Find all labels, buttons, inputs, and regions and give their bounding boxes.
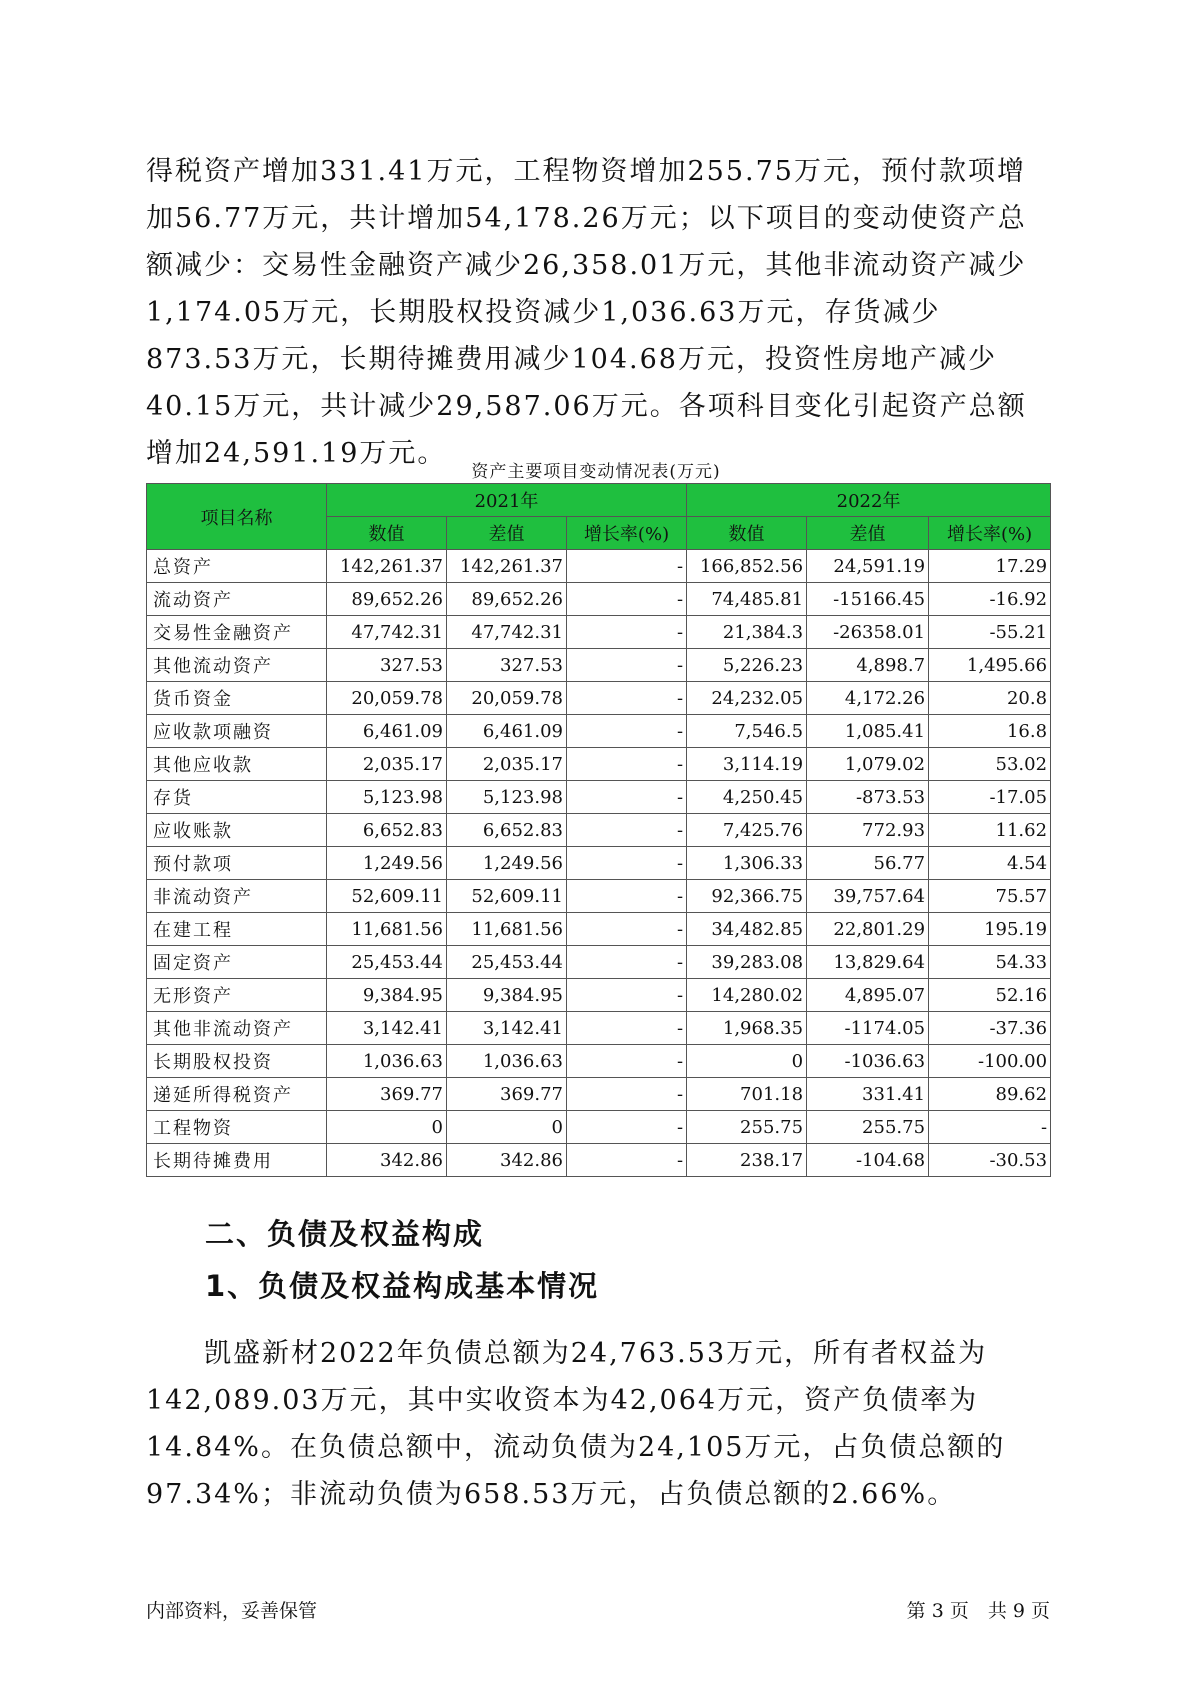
header-2021-value: 数值: [327, 517, 447, 550]
row-cell-d2: 13,829.64: [807, 946, 929, 979]
subsection-heading: 1、负债及权益构成基本情况: [205, 1269, 600, 1303]
row-item-name: 其他非流动资产: [147, 1012, 327, 1045]
table-row: [147, 583, 1051, 616]
row-cell-d1: 1,249.56: [447, 847, 567, 880]
row-cell-v2: 24,232.05: [687, 682, 807, 715]
row-item-name: 流动资产: [147, 583, 327, 616]
row-cell-g1: -: [567, 616, 687, 649]
table-row: [147, 1045, 1051, 1078]
row-cell-v1: 0: [327, 1111, 447, 1144]
row-cell-d2: 1,085.41: [807, 715, 929, 748]
row-cell-v2: 14,280.02: [687, 979, 807, 1012]
row-cell-g1: -: [567, 814, 687, 847]
row-cell-g1: -: [567, 979, 687, 1012]
row-cell-v2: 255.75: [687, 1111, 807, 1144]
row-cell-g2: 195.19: [929, 913, 1051, 946]
header-2022-diff: 差值: [807, 517, 929, 550]
table-body: [147, 550, 1051, 1177]
row-cell-d2: 39,757.64: [807, 880, 929, 913]
row-cell-d2: 4,895.07: [807, 979, 929, 1012]
row-cell-d1: 342.86: [447, 1144, 567, 1177]
row-cell-d1: 6,652.83: [447, 814, 567, 847]
row-cell-d2: 1,079.02: [807, 748, 929, 781]
row-item-name: 存货: [147, 781, 327, 814]
table-row: [147, 649, 1051, 682]
row-cell-g2: -55.21: [929, 616, 1051, 649]
table-row: [147, 682, 1051, 715]
row-cell-v1: 25,453.44: [327, 946, 447, 979]
row-cell-d1: 9,384.95: [447, 979, 567, 1012]
row-cell-v2: 7,425.76: [687, 814, 807, 847]
row-cell-d1: 5,123.98: [447, 781, 567, 814]
row-cell-v2: 1,306.33: [687, 847, 807, 880]
table-row: [147, 847, 1051, 880]
header-item-name: 项目名称: [147, 484, 327, 550]
row-item-name: 长期股权投资: [147, 1045, 327, 1078]
header-year-2021: 2021年: [327, 484, 687, 517]
row-cell-v1: 9,384.95: [327, 979, 447, 1012]
row-cell-g2: -16.92: [929, 583, 1051, 616]
row-cell-d2: 56.77: [807, 847, 929, 880]
row-cell-g1: -: [567, 715, 687, 748]
row-cell-g1: -: [567, 1078, 687, 1111]
table-caption: 资产主要项目变动情况表(万元): [471, 462, 721, 482]
table-row: [147, 913, 1051, 946]
row-cell-g2: 17.29: [929, 550, 1051, 583]
row-cell-g1: -: [567, 583, 687, 616]
row-cell-d2: 772.93: [807, 814, 929, 847]
table-row: [147, 550, 1051, 583]
row-cell-g2: -100.00: [929, 1045, 1051, 1078]
row-cell-v2: 74,485.81: [687, 583, 807, 616]
row-cell-d1: 6,461.09: [447, 715, 567, 748]
row-cell-d2: -873.53: [807, 781, 929, 814]
row-item-name: 无形资产: [147, 979, 327, 1012]
table-row: [147, 946, 1051, 979]
table-row: [147, 748, 1051, 781]
table-row: [147, 979, 1051, 1012]
row-cell-d1: 0: [447, 1111, 567, 1144]
row-item-name: 固定资产: [147, 946, 327, 979]
row-cell-g1: -: [567, 913, 687, 946]
row-cell-v2: 5,226.23: [687, 649, 807, 682]
row-cell-d1: 2,035.17: [447, 748, 567, 781]
table-row: [147, 781, 1051, 814]
row-cell-g2: 52.16: [929, 979, 1051, 1012]
row-cell-g2: -37.36: [929, 1012, 1051, 1045]
row-cell-d1: 327.53: [447, 649, 567, 682]
row-cell-g2: 53.02: [929, 748, 1051, 781]
row-item-name: 总资产: [147, 550, 327, 583]
row-cell-v1: 11,681.56: [327, 913, 447, 946]
row-cell-v2: 166,852.56: [687, 550, 807, 583]
row-cell-v2: 3,114.19: [687, 748, 807, 781]
table-row: [147, 1078, 1051, 1111]
row-cell-d2: -26358.01: [807, 616, 929, 649]
row-item-name: 应收款项融资: [147, 715, 327, 748]
row-cell-d1: 369.77: [447, 1078, 567, 1111]
row-item-name: 工程物资: [147, 1111, 327, 1144]
row-cell-d1: 25,453.44: [447, 946, 567, 979]
row-cell-g2: 75.57: [929, 880, 1051, 913]
row-cell-g1: -: [567, 1144, 687, 1177]
row-item-name: 其他流动资产: [147, 649, 327, 682]
header-2021-diff: 差值: [447, 517, 567, 550]
row-cell-g2: 89.62: [929, 1078, 1051, 1111]
row-cell-v1: 1,036.63: [327, 1045, 447, 1078]
row-cell-d2: 24,591.19: [807, 550, 929, 583]
row-cell-g1: -: [567, 1111, 687, 1144]
liability-paragraph: 凯盛新材2022年负债总额为24,763.53万元，所有者权益为142,089.03万元，其中实收资本为42,064万元，资产负债率为14.84%。在负债总额中，流动负债为24,105万元，占负债总额的97.34%；非流动负债为658.53万元，占负债总额的2.66%。: [146, 1338, 1006, 1510]
row-cell-d1: 20,059.78: [447, 682, 567, 715]
row-cell-v1: 369.77: [327, 1078, 447, 1111]
row-cell-g2: -: [929, 1111, 1051, 1144]
row-cell-g1: -: [567, 781, 687, 814]
footer-confidential: 内部资料，妥善保管: [146, 1600, 318, 1622]
row-cell-g2: 4.54: [929, 847, 1051, 880]
row-cell-v1: 20,059.78: [327, 682, 447, 715]
row-cell-v2: 92,366.75: [687, 880, 807, 913]
row-cell-d2: -1036.63: [807, 1045, 929, 1078]
row-cell-g2: 54.33: [929, 946, 1051, 979]
row-cell-v2: 34,482.85: [687, 913, 807, 946]
row-cell-v2: 21,384.3: [687, 616, 807, 649]
row-cell-d1: 11,681.56: [447, 913, 567, 946]
row-cell-g2: 1,495.66: [929, 649, 1051, 682]
row-item-name: 预付款项: [147, 847, 327, 880]
row-cell-v1: 52,609.11: [327, 880, 447, 913]
row-cell-d2: -1174.05: [807, 1012, 929, 1045]
row-cell-v2: 4,250.45: [687, 781, 807, 814]
row-cell-g1: -: [567, 880, 687, 913]
row-cell-g1: -: [567, 1012, 687, 1045]
row-item-name: 在建工程: [147, 913, 327, 946]
row-item-name: 长期待摊费用: [147, 1144, 327, 1177]
row-item-name: 交易性金融资产: [147, 616, 327, 649]
table-row: [147, 814, 1051, 847]
row-cell-v1: 89,652.26: [327, 583, 447, 616]
row-cell-d1: 1,036.63: [447, 1045, 567, 1078]
row-cell-g2: -17.05: [929, 781, 1051, 814]
row-cell-d2: 255.75: [807, 1111, 929, 1144]
row-cell-v2: 238.17: [687, 1144, 807, 1177]
row-item-name: 递延所得税资产: [147, 1078, 327, 1111]
row-cell-d2: 4,172.26: [807, 682, 929, 715]
row-item-name: 应收账款: [147, 814, 327, 847]
row-cell-v2: 0: [687, 1045, 807, 1078]
row-cell-g2: 16.8: [929, 715, 1051, 748]
asset-change-table: [146, 483, 1051, 1177]
header-2021-growth: 增长率(%): [567, 517, 687, 550]
row-cell-d2: -104.68: [807, 1144, 929, 1177]
row-item-name: 非流动资产: [147, 880, 327, 913]
row-cell-g2: -30.53: [929, 1144, 1051, 1177]
table-row: [147, 715, 1051, 748]
row-item-name: 货币资金: [147, 682, 327, 715]
row-cell-v1: 142,261.37: [327, 550, 447, 583]
row-cell-g1: -: [567, 748, 687, 781]
footer-page-info: 第 3 页 共 9 页: [906, 1600, 1050, 1622]
header-2022-growth: 增长率(%): [929, 517, 1051, 550]
row-cell-d2: 331.41: [807, 1078, 929, 1111]
row-cell-d2: -15166.45: [807, 583, 929, 616]
row-cell-v2: 1,968.35: [687, 1012, 807, 1045]
row-cell-v1: 2,035.17: [327, 748, 447, 781]
intro-paragraph: 得税资产增加331.41万元，工程物资增加255.75万元，预付款项增加56.77万元，共计增加54,178.26万元；以下项目的变动使资产总额减少：交易性金融资产减少26,358.01万元，其他非流动资产减少1,174.05万元，长期股权投资减少1,036.63万元，存货减少873.53万元，长期待摊费用减少104.68万元，投资性房地产减少40.15万元，共计减少29,587.06万元。各项科目变化引起资产总额增加24,591.19万元。: [146, 156, 1027, 469]
table-row: [147, 1111, 1051, 1144]
row-cell-v2: 701.18: [687, 1078, 807, 1111]
row-cell-d1: 3,142.41: [447, 1012, 567, 1045]
table-row: [147, 1144, 1051, 1177]
row-cell-v2: 7,546.5: [687, 715, 807, 748]
row-cell-d2: 22,801.29: [807, 913, 929, 946]
row-cell-g1: -: [567, 550, 687, 583]
row-cell-d1: 47,742.31: [447, 616, 567, 649]
table-row: [147, 1012, 1051, 1045]
header-year-2022: 2022年: [687, 484, 1051, 517]
row-cell-g1: -: [567, 946, 687, 979]
row-cell-v1: 6,652.83: [327, 814, 447, 847]
row-cell-v1: 47,742.31: [327, 616, 447, 649]
row-item-name: 其他应收款: [147, 748, 327, 781]
row-cell-g1: -: [567, 649, 687, 682]
row-cell-v1: 342.86: [327, 1144, 447, 1177]
row-cell-v1: 3,142.41: [327, 1012, 447, 1045]
row-cell-g1: -: [567, 1045, 687, 1078]
row-cell-d1: 142,261.37: [447, 550, 567, 583]
row-cell-g2: 20.8: [929, 682, 1051, 715]
section-heading: 二、负债及权益构成: [205, 1217, 485, 1251]
row-cell-d1: 52,609.11: [447, 880, 567, 913]
row-cell-v1: 5,123.98: [327, 781, 447, 814]
row-cell-g1: -: [567, 682, 687, 715]
row-cell-d1: 89,652.26: [447, 583, 567, 616]
row-cell-g2: 11.62: [929, 814, 1051, 847]
row-cell-d2: 4,898.7: [807, 649, 929, 682]
row-cell-v1: 1,249.56: [327, 847, 447, 880]
header-2022-value: 数值: [687, 517, 807, 550]
table-row: [147, 616, 1051, 649]
row-cell-v1: 327.53: [327, 649, 447, 682]
table-row: [147, 880, 1051, 913]
row-cell-v2: 39,283.08: [687, 946, 807, 979]
row-cell-v1: 6,461.09: [327, 715, 447, 748]
row-cell-g1: -: [567, 847, 687, 880]
